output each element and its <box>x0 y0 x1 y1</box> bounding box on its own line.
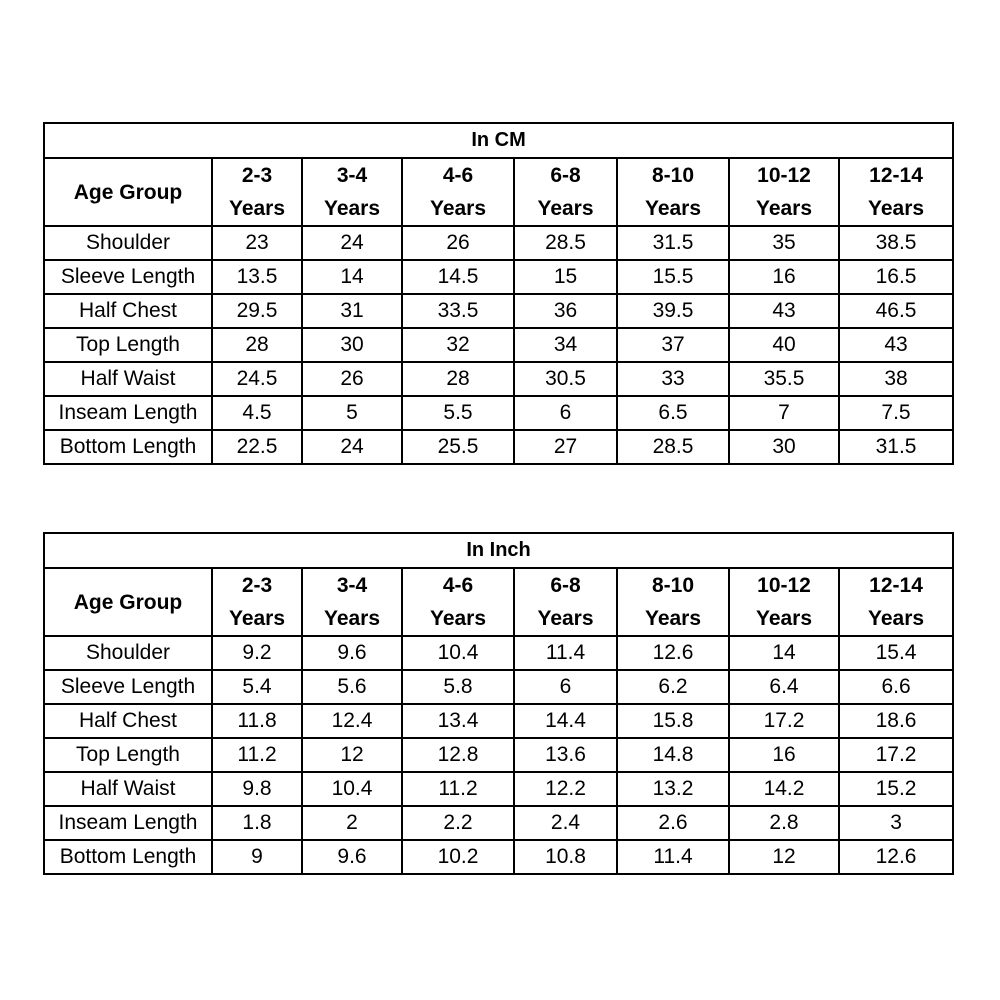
measurement-value: 10.4 <box>402 636 514 670</box>
table-row <box>44 362 953 396</box>
age-column-header <box>617 568 729 636</box>
measurement-value: 37 <box>617 328 729 362</box>
measurement-value: 35.5 <box>729 362 839 396</box>
age-unit: Years <box>755 197 813 220</box>
age-column-header <box>302 568 402 636</box>
table-row <box>44 328 953 362</box>
measurement-label: Shoulder <box>44 636 212 670</box>
measurement-label: Half Waist <box>44 772 212 806</box>
measurement-value: 12 <box>302 738 402 772</box>
measurement-value: 27 <box>514 430 617 464</box>
measurement-label: Top Length <box>44 328 212 362</box>
age-range: 8-10 <box>651 164 695 187</box>
measurement-value: 14.4 <box>514 704 617 738</box>
age-column-header <box>839 568 953 636</box>
measurement-value: 7 <box>729 396 839 430</box>
age-unit: Years <box>228 607 286 630</box>
measurement-value: 15.8 <box>617 704 729 738</box>
measurement-value: 5 <box>302 396 402 430</box>
measurement-value: 40 <box>729 328 839 362</box>
measurement-value: 24 <box>302 226 402 260</box>
age-column-header <box>514 568 617 636</box>
table-row <box>44 738 953 772</box>
measurement-value: 3 <box>839 806 953 840</box>
age-column-header <box>514 158 617 226</box>
measurement-value: 28.5 <box>514 226 617 260</box>
table-row <box>44 840 953 874</box>
measurement-value: 2.6 <box>617 806 729 840</box>
measurement-value: 36 <box>514 294 617 328</box>
measurement-value: 6.6 <box>839 670 953 704</box>
measurement-value: 16 <box>729 260 839 294</box>
measurement-value: 35 <box>729 226 839 260</box>
measurement-value: 31.5 <box>617 226 729 260</box>
age-column-header <box>729 158 839 226</box>
measurement-value: 13.4 <box>402 704 514 738</box>
age-group-header: Age Group <box>44 158 212 226</box>
measurement-value: 33 <box>617 362 729 396</box>
measurement-value: 29.5 <box>212 294 302 328</box>
measurement-label: Bottom Length <box>44 430 212 464</box>
measurement-value: 23 <box>212 226 302 260</box>
measurement-value: 5.8 <box>402 670 514 704</box>
measurement-value: 2.8 <box>729 806 839 840</box>
age-range: 4-6 <box>442 164 474 187</box>
measurement-value: 28 <box>402 362 514 396</box>
age-unit: Years <box>429 197 487 220</box>
measurement-value: 9.8 <box>212 772 302 806</box>
measurement-value: 14 <box>302 260 402 294</box>
measurement-label: Inseam Length <box>44 806 212 840</box>
measurement-value: 12.6 <box>839 840 953 874</box>
table-body <box>44 533 953 874</box>
table-body <box>44 123 953 464</box>
measurement-value: 11.4 <box>514 636 617 670</box>
measurement-label: Half Waist <box>44 362 212 396</box>
measurement-value: 34 <box>514 328 617 362</box>
measurement-value: 26 <box>402 226 514 260</box>
age-unit: Years <box>537 607 594 630</box>
measurement-value: 6.5 <box>617 396 729 430</box>
measurement-value: 15 <box>514 260 617 294</box>
age-group-header: Age Group <box>44 568 212 636</box>
age-range: 10-12 <box>757 574 811 597</box>
measurement-value: 24 <box>302 430 402 464</box>
measurement-value: 46.5 <box>839 294 953 328</box>
measurement-value: 12.2 <box>514 772 617 806</box>
measurement-label: Bottom Length <box>44 840 212 874</box>
age-column-header <box>617 158 729 226</box>
measurement-value: 6.4 <box>729 670 839 704</box>
measurement-value: 13.6 <box>514 738 617 772</box>
table-row <box>44 430 953 464</box>
age-column-header <box>402 158 514 226</box>
table-title: In CM <box>44 123 953 158</box>
age-unit: Years <box>868 607 925 630</box>
measurement-value: 5.5 <box>402 396 514 430</box>
measurement-value: 6 <box>514 396 617 430</box>
age-range: 2-3 <box>241 164 273 187</box>
measurement-value: 14 <box>729 636 839 670</box>
age-unit: Years <box>323 197 381 220</box>
age-range: 12-14 <box>869 164 923 187</box>
size-chart-cm-table <box>43 122 954 465</box>
measurement-value: 31.5 <box>839 430 953 464</box>
measurement-label: Shoulder <box>44 226 212 260</box>
age-unit: Years <box>868 197 925 220</box>
measurement-value: 11.8 <box>212 704 302 738</box>
measurement-value: 43 <box>729 294 839 328</box>
measurement-value: 16 <box>729 738 839 772</box>
measurement-value: 39.5 <box>617 294 729 328</box>
measurement-value: 26 <box>302 362 402 396</box>
measurement-value: 32 <box>402 328 514 362</box>
measurement-value: 9.2 <box>212 636 302 670</box>
age-unit: Years <box>537 197 594 220</box>
measurement-value: 1.8 <box>212 806 302 840</box>
measurement-value: 2.4 <box>514 806 617 840</box>
header-row <box>44 568 953 636</box>
measurement-value: 18.6 <box>839 704 953 738</box>
age-column-header <box>212 158 302 226</box>
measurement-value: 38.5 <box>839 226 953 260</box>
table-title-row <box>44 123 953 158</box>
table-title-row <box>44 533 953 568</box>
measurement-value: 15.5 <box>617 260 729 294</box>
measurement-value: 5.6 <box>302 670 402 704</box>
table-title: In Inch <box>44 533 953 568</box>
measurement-value: 17.2 <box>839 738 953 772</box>
measurement-value: 10.4 <box>302 772 402 806</box>
age-range: 3-4 <box>336 164 368 187</box>
table-row <box>44 670 953 704</box>
age-unit: Years <box>323 607 381 630</box>
measurement-value: 28 <box>212 328 302 362</box>
table-row <box>44 636 953 670</box>
measurement-value: 2 <box>302 806 402 840</box>
measurement-value: 38 <box>839 362 953 396</box>
measurement-label: Sleeve Length <box>44 670 212 704</box>
measurement-value: 12.4 <box>302 704 402 738</box>
measurement-value: 6.2 <box>617 670 729 704</box>
age-column-header <box>212 568 302 636</box>
measurement-value: 28.5 <box>617 430 729 464</box>
measurement-value: 12.6 <box>617 636 729 670</box>
measurement-value: 11.2 <box>402 772 514 806</box>
age-unit: Years <box>429 607 487 630</box>
measurement-value: 5.4 <box>212 670 302 704</box>
measurement-value: 9.6 <box>302 840 402 874</box>
age-column-header <box>302 158 402 226</box>
measurement-value: 9.6 <box>302 636 402 670</box>
age-range: 3-4 <box>336 574 368 597</box>
measurement-value: 14.8 <box>617 738 729 772</box>
age-range: 12-14 <box>869 574 923 597</box>
measurement-value: 6 <box>514 670 617 704</box>
measurement-label: Inseam Length <box>44 396 212 430</box>
measurement-value: 24.5 <box>212 362 302 396</box>
measurement-value: 22.5 <box>212 430 302 464</box>
measurement-label: Top Length <box>44 738 212 772</box>
measurement-value: 15.4 <box>839 636 953 670</box>
measurement-value: 10.2 <box>402 840 514 874</box>
age-unit: Years <box>228 197 286 220</box>
measurement-value: 14.5 <box>402 260 514 294</box>
measurement-value: 7.5 <box>839 396 953 430</box>
table-row <box>44 260 953 294</box>
measurement-value: 12.8 <box>402 738 514 772</box>
measurement-value: 30 <box>302 328 402 362</box>
age-unit: Years <box>644 197 702 220</box>
measurement-value: 13.2 <box>617 772 729 806</box>
table-row <box>44 704 953 738</box>
measurement-value: 11.2 <box>212 738 302 772</box>
age-range: 2-3 <box>241 574 273 597</box>
table-row <box>44 806 953 840</box>
age-range: 6-8 <box>550 164 581 187</box>
measurement-value: 10.8 <box>514 840 617 874</box>
age-range: 10-12 <box>757 164 811 187</box>
table-row <box>44 772 953 806</box>
measurement-value: 31 <box>302 294 402 328</box>
age-column-header <box>729 568 839 636</box>
age-unit: Years <box>755 607 813 630</box>
measurement-value: 15.2 <box>839 772 953 806</box>
measurement-value: 17.2 <box>729 704 839 738</box>
age-range: 8-10 <box>651 574 695 597</box>
age-column-header <box>839 158 953 226</box>
age-range: 6-8 <box>550 574 581 597</box>
age-unit: Years <box>644 607 702 630</box>
measurement-value: 14.2 <box>729 772 839 806</box>
measurement-value: 4.5 <box>212 396 302 430</box>
measurement-value: 12 <box>729 840 839 874</box>
table-row <box>44 226 953 260</box>
measurement-value: 2.2 <box>402 806 514 840</box>
measurement-value: 11.4 <box>617 840 729 874</box>
measurement-value: 43 <box>839 328 953 362</box>
header-row <box>44 158 953 226</box>
measurement-value: 9 <box>212 840 302 874</box>
table-row <box>44 294 953 328</box>
measurement-label: Half Chest <box>44 704 212 738</box>
age-column-header <box>402 568 514 636</box>
measurement-value: 16.5 <box>839 260 953 294</box>
measurement-label: Sleeve Length <box>44 260 212 294</box>
measurement-label: Half Chest <box>44 294 212 328</box>
measurement-value: 30.5 <box>514 362 617 396</box>
table-row <box>44 396 953 430</box>
age-range: 4-6 <box>442 574 474 597</box>
measurement-value: 25.5 <box>402 430 514 464</box>
measurement-value: 13.5 <box>212 260 302 294</box>
measurement-value: 30 <box>729 430 839 464</box>
size-chart-inch-table <box>43 532 954 875</box>
measurement-value: 33.5 <box>402 294 514 328</box>
